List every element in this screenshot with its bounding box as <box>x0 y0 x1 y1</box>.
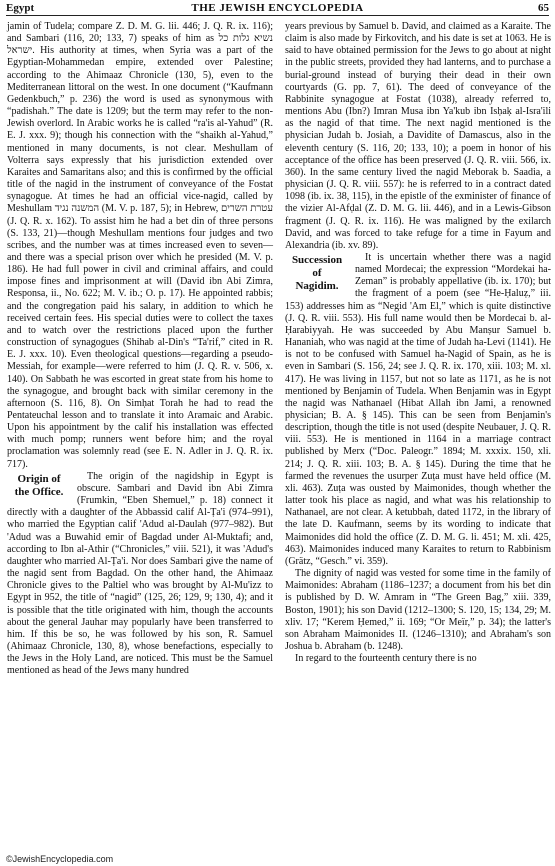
left-column <box>7 21 273 677</box>
header-rule <box>6 15 549 16</box>
header-publication-title: THE JEWISH ENCYCLOPEDIA <box>191 2 364 14</box>
left-paragraph-1: jamin of Tudela; compare Z. D. M. G. lii. 446; J. Q. R. ix. 116); and Sambari (116, 20; 133, 7) speaks of him as נשיא גלות כל ישראל. His authority at times, when Syria was a part of the Egyptian-Mohammedan empire, extended over Palestine; according to the Ahimaaz Chronicle (130, 5), even to the Mediterranean littoral on the west. In one document (“Kaufmann Gedenkbuch,” p. 236) the word is used as synonymous with “padishah.” The date is 1209; but the term may refer to the non-Jewish overlord. In Arabic works he is called “ra'is al-Yahud” (R. E. J. xxx. 9); though his connection with the “shaikh al-Yahud,” mentioned in many documents, is not clear. Meshullam of Volterra says expressly that his jurisdiction extended over Karaites and Samaritans also; and this is confirmed by the official title of the nagid in the instrument of conveyance of the Fostat synagogue. At times he had an official vice-nagid, called by Meshullam המשנה נגיד (M. V. p. 187, 5); in Hebrew, עטרת השרים (J. Q. R. x. 162). To assist him he had a bet din of three persons (S. 133, 21)—though Meshullam mentions four judges and two scribes, and the number was at times increased even to seven—and there was a special prison over which he presided (M. V. p. 186). He had full power in civil and criminal affairs, and could impose fines and imprisonment at will (David ibn Abi Zimra, Responsa, ii., No. 622; M. V. ib.; O. p. 17). He appointed rabbis; and the congregation paid his salary, in addition to which he received certain fees. His special duties were to collect the taxes and to watch over the restrictions placed upon the further construction of synagogues (Shihab al-Din's “Ta'rif,” cited in R. E. J. xxx. 10). Even theological questions—regarding a pseudo-Messiah, for example—were referred to him (J. Q. R. v. 506, x. 140). On Sabbath he was escorted in great state from his home to the synagogue, and brought back with similar ceremony in the afternoon (S. 116, 8). On Simḥat Torah he had to read the Pentateuchal lesson and to translate it into Aramaic and Arabic. Upon his appointment by the calif his installation was effected with much pomp; runners went before him; and the royal proclamation was solemnly read (see E. N. Adler in J. Q. R. ix. 717). <box>7 21 273 470</box>
side-heading-succession-line-2: of <box>312 266 322 279</box>
side-heading-succession <box>285 254 349 293</box>
side-heading-origin <box>7 473 71 499</box>
page-number: 65 <box>538 2 549 14</box>
right-column <box>285 21 551 665</box>
header-section-title: Egypt <box>6 2 35 14</box>
side-heading-succession-line-3: Nagidim. <box>295 279 339 292</box>
page-header <box>6 2 549 14</box>
left-paragraph-2: The origin of the nagidship in Egypt is obscure. Sambari and David ibn Abi Zimra (Frumkin, “Eben Shemuel,” p. 18) connect it directly with a daughter of the Abbassid calif Al-Ṭa'i (974–991), who married the Egyptian calif 'Adud al-Daulah (977–982). But 'Adud was a Buwahid emir of Bagdad under Al-Muktafi; and, according to Ibn al-Athir (“Chronicles,” viii. 521), it was 'Adud's daughter who married Al-Ṭa'i. Nor does Sambari give the name of the nagid sent from Bagdad. On the other hand, the Ahimaaz Chronicle gives to the Paltiel who was brought by Al-Mu'izz to Egypt in 952, the title of “nagid” (125, 26; 129, 9; 130, 4); and it is possible that the title originated with him, though the accounts about the general Jauhar may popularly have been transferred to him. If this be so, he was followed by his son, R. Samuel (Ahimaaz Chronicle, 130, 8), whose benefactions, especially to the Jews in the Holy Land, are noticed. This must be the Samuel mentioned as head of the Jews many hundred <box>7 470 273 677</box>
right-paragraph-4: In regard to the fourteenth century there is no <box>295 653 477 665</box>
copyright-footer: ©JewishEncyclopedia.com <box>6 854 114 864</box>
right-paragraph-3: The dignity of nagid was vested for some time in the family of Maimonides: Abraham (1186–1237; a document from his bet din is published by D. W. Amram in “The Green Bag,” xiii. 339, Boston, 1901); his son David (1212–1300; S. 120, 15; 134, 29; M. xliv. 17; “Kerem Ḥemed,” ii. 169; “Or Meïr,” p. 34); the latter's son Abraham Maimonides II. (1246–1310); and Abraham's son Joshua b. Abraham (b. 1248). <box>285 568 551 652</box>
right-paragraph-2: It is uncertain whether there was a nagid named Mordecai; the expression “Mordekai ha-Zeman” is probably appellative (ib. ix. 170); but the fragment of a poem (see “He-Ḥaluẓ,” iii. 153) addresses him as “Negid 'Am El,” which is quite distinctive (J. Q. R. viii. 553). His full name would then be Mordecai b. al-Ḥarabiyyah. He was succeeded by Abu Manṣur Samuel b. Hananiah, who was nagid at the time of Judah ha-Levi (1141). He is not to be confused with Samuel ha-Nagid of Spain, as he is even in Sambari (S. 156, 24; see J. Q. R. ix. 170, xiii. 103; M. xl. 417). He was living in 1157, but not so late as 1171, as he is not mentioned by Benjamin of Tudela. When Benjamin was in Egypt the nagid was Nathanael (Hibat Allah ibn Jami, a renowned physician; B. A. § 145). This can be seen from Benjamin's description, though the title is not used (despite Neubauer, J. Q. R. viii. 553). He is mentioned in 1164 in a marriage contract published by Merx (“Doc. Paleogr.” 1894; M. xxxix. 150, xli. 214; J. Q. R. xiii. 103; B. A. § 145). During the time that he farmed the revenues the usurper Zuṭa must have held office (M. xli. 463). Zuṭa was ousted by Maimonides, though whether the latter took his place as nagid, and what was his relationship to Nathanael, are not clear. A ketubbah, dated 1172, in the library of the late D. Kaufmann, seems by its wording to indicate that Maimonides did hold the office (Z. D. M. G. li. 451; M. xli. 425, 463). Maimonides induced many Karaites to return to Rabbinism (Grätz, “Gesch.” vi. 359). <box>285 251 551 567</box>
side-heading-succession-line-1: Succession <box>291 253 343 266</box>
right-paragraph-1: years previous by Samuel b. David, and claimed as a Karaite. The claim is also made by Firkovitch, and his date is set at 1063. He is said to have obtained permission for the Jews to go about at night in the public streets, provided they had lanterns, and to purchase a burial-ground instead of burying their dead in their own courtyards (G. pp. 7, 61). The deed of conveyance of the Rabbinite synagogue at Fostat (1038), already referred to, mentions Abu (Ibn?) Imran Musa ibn Ya'kub ibn Isḥaḳ al-Isra'ili as the nagid of that time. The next nagid mentioned is the physician Judah b. Josiah, a Davidite of Damascus, also in the eleventh century (S. 116, 20; 133, 10); a poem in honor of his acceptance of the office has been preserved (J. Q. R. viii. 566, ix. 360). In the same century lived the nagid Meborak b. Saadia, a physician (J. Q. R. viii. 557): he is referred to in a contract dated 1098 (ib. ix. 38, 115), in the epistle of the exminister of finance of the vizier Al-Afḍal (Z. D. M. G. lii. 446), and in a Lewis-Gibson fragment (J. Q. R. ix. 116). He was maligned by the exilarch David, and was forced to take refuge for a time in Fayum and Alexandria (ib. xv. 89). <box>285 21 551 251</box>
side-heading-origin-line-2: the Office. <box>14 485 64 498</box>
side-heading-origin-line-1: Origin of <box>17 472 61 485</box>
